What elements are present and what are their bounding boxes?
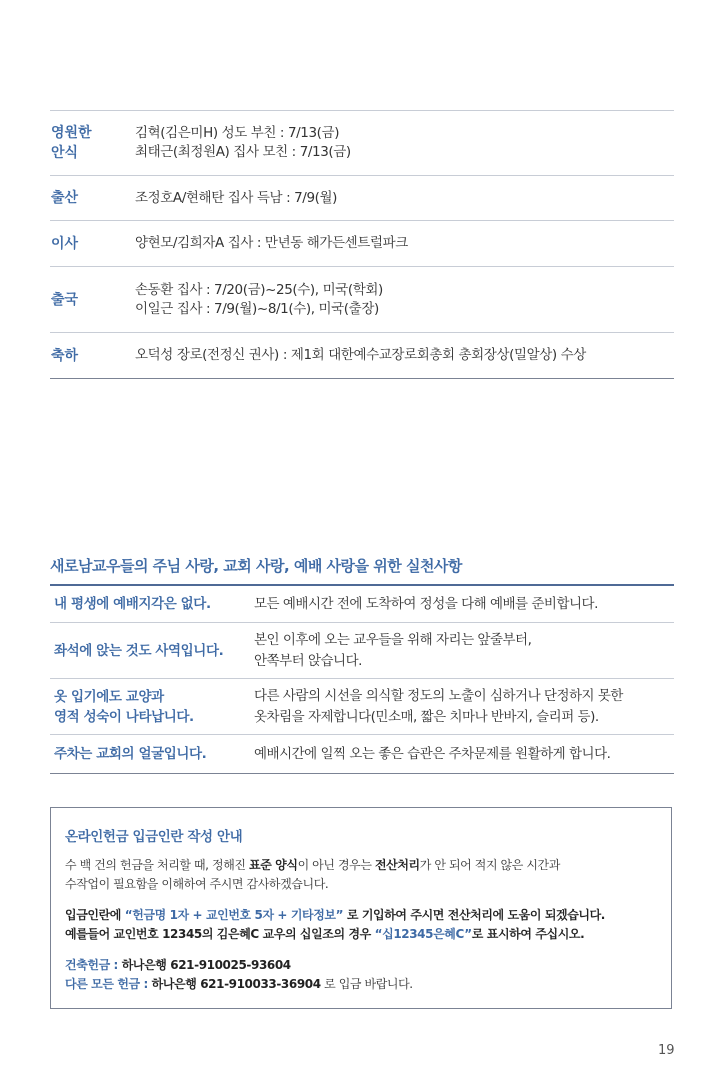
page-number: 19 <box>658 1043 675 1058</box>
online-offering-notice <box>50 807 672 1009</box>
news-label: 이사 <box>51 235 79 252</box>
practice-desc: 다른 사람의 시선을 의식할 정도의 노출이 심하거나 단정하지 못한 옷차림을 자제합니다(민소매, 짧은 치마나 반바지, 슬리퍼 등). <box>254 687 623 725</box>
practice-desc: 모든 예배시간 전에 도착하여 정성을 다해 예배를 준비합니다. <box>254 595 598 612</box>
practice-head: 내 평생에 예배지각은 없다. <box>54 596 211 612</box>
news-text: 김혁(김은미H) 성도 부친 : 7/13(금) 최태근(최정원A) 집사 모친 : 7/13(금) <box>135 125 351 160</box>
news-row-departure <box>50 267 674 333</box>
news-text: 손동환 집사 : 7/20(금)~25(수), 미국(학회) 이일근 집사 : 7/9(월)~8/1(수), 미국(출장) <box>135 281 383 317</box>
practice-desc: 예배시간에 일찍 오는 좋은 습관은 주차문제를 원활하게 합니다. <box>254 745 611 762</box>
practice-row <box>50 735 674 774</box>
news-row-condolence <box>50 111 674 176</box>
news-row-moving <box>50 221 674 267</box>
practice-head: 좌석에 앉는 것도 사역입니다. <box>54 642 224 659</box>
news-label: 영원한 안식 <box>51 125 92 161</box>
practice-head: 주차는 교회의 얼굴입니다. <box>54 746 207 762</box>
practice-head: 옷 입기에도 교양과 영적 성숙이 나타납니다. <box>54 688 194 725</box>
news-row-congratulation <box>50 333 674 379</box>
news-text: 오덕성 장로(전정신 권사) : 제1회 대한예수교장로회총회 총회장상(밀알상) 수상 <box>135 347 586 363</box>
notice-title: 온라인헌금 입금인란 작성 안내 <box>65 829 243 845</box>
practice-section-title: 새로남교우들의 주님 사랑, 교회 사랑, 예배 사랑을 위한 실천사항 <box>50 557 462 575</box>
news-label: 출국 <box>51 291 79 308</box>
practice-row <box>50 623 674 679</box>
news-label: 축하 <box>51 347 79 364</box>
practice-row <box>50 679 674 735</box>
other-offering-account: 다른 모든 헌금 : 하나은행 621-910033-36904 로 입금 바랍니다. <box>65 977 413 991</box>
building-offering-account: 건축헌금 : 하나은행 621-910025-93604 <box>65 958 291 972</box>
notice-paragraph-2: 입금인란에 “헌금명 1자 + 교인번호 5자 + 기타정보” 로 기입하여 주시면 전산처리에 도움이 되겠습니다. 예를들어 교인번호 12345의 김은혜C 교우의 십일조의 경우 “십12345은혜C”로 표시하여 주십시오. <box>65 908 605 941</box>
practice-row <box>50 586 674 623</box>
news-text: 조정호A/현해탄 집사 득남 : 7/9(월) <box>135 189 338 206</box>
notice-bank-accounts <box>65 956 413 994</box>
news-row-birth <box>50 176 674 221</box>
news-text: 양현모/김희자A 집사 : 만년동 해가든센트럴파크 <box>135 235 408 251</box>
notice-paragraph-1: 수 백 건의 헌금을 처리할 때, 정해진 표준 양식이 아닌 경우는 전산처리가 안 되어 적지 않은 시간과 수작업이 필요함을 이해하여 주시면 감사하겠습니다. <box>65 858 560 891</box>
practice-desc: 본인 이후에 오는 교우들을 위해 자리는 앞줄부터, 안쪽부터 앉습니다. <box>254 631 532 669</box>
practice-table <box>50 584 674 774</box>
church-news-table <box>50 110 674 379</box>
news-label: 출산 <box>51 190 79 206</box>
